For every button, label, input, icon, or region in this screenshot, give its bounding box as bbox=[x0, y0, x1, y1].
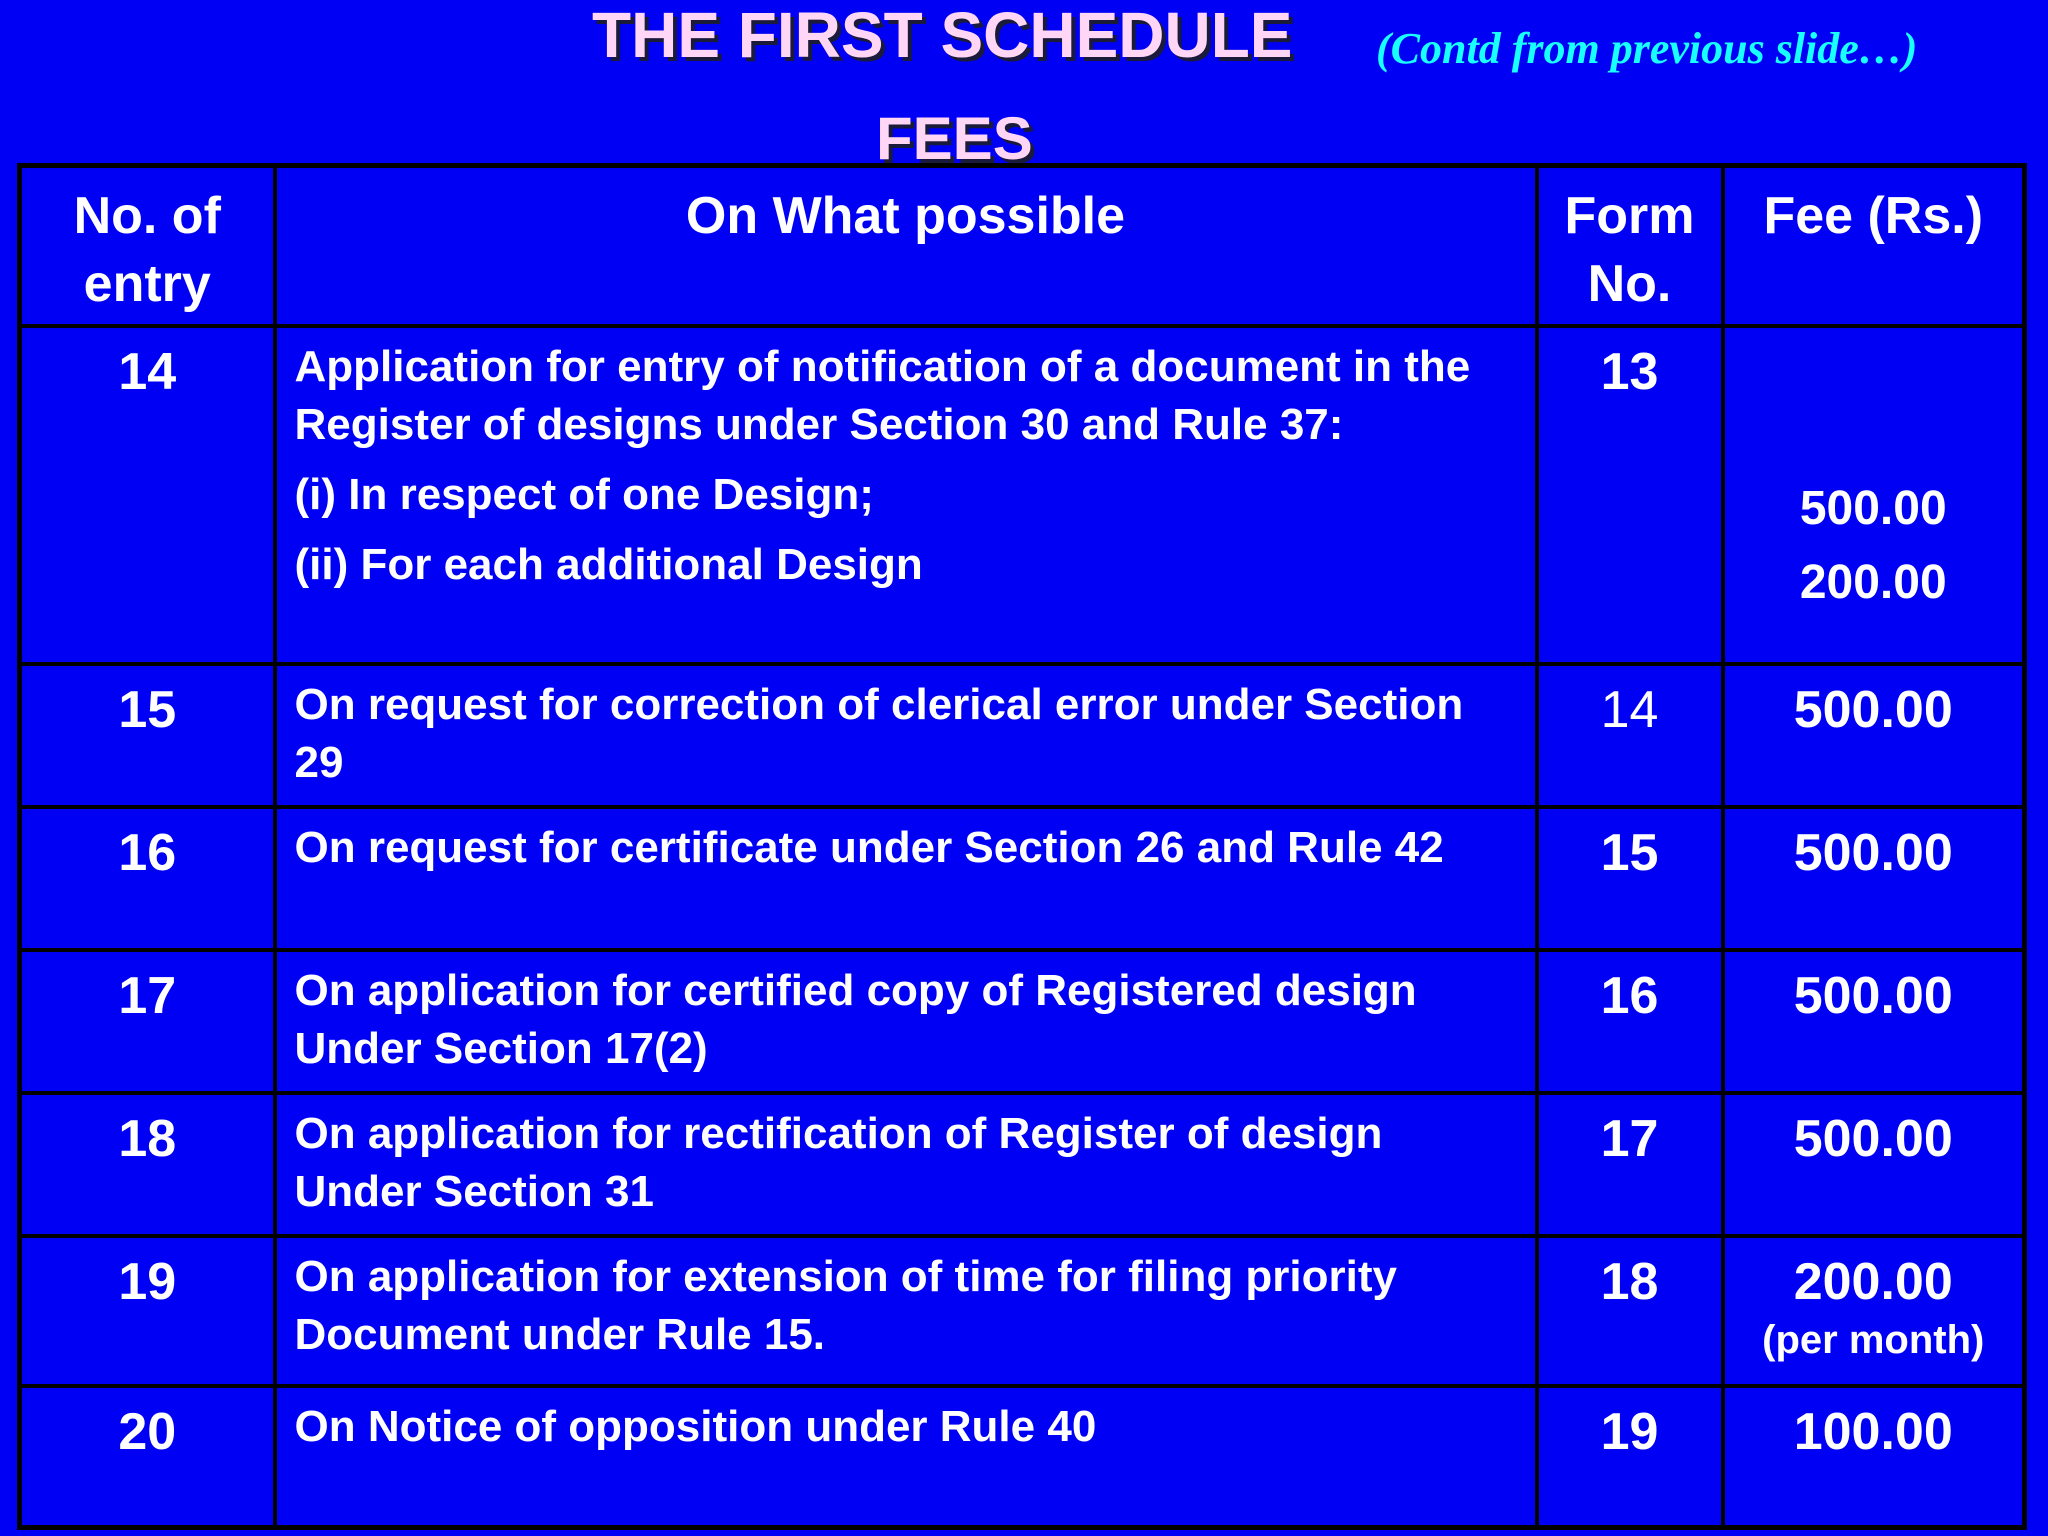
entry-description: On application for extension of time for filing priority Document under Rule 15. bbox=[275, 1236, 1537, 1386]
fee-value: 200.00 bbox=[1793, 1252, 1953, 1311]
fee-amount-additional-design: 200.00 bbox=[1799, 555, 1947, 609]
form-number: 17 bbox=[1537, 1093, 1723, 1236]
entry-description: On request for correction of clerical error under Section 29 bbox=[275, 664, 1537, 807]
slide-title: THE FIRST SCHEDULE bbox=[592, 0, 1293, 71]
form-number: 13 bbox=[1537, 326, 1723, 664]
fee-amount bbox=[1723, 326, 2025, 664]
fee-amount-one-design: 500.00 bbox=[1799, 481, 1947, 535]
fee-amount bbox=[1723, 1236, 2025, 1386]
entry-number: 17 bbox=[20, 950, 275, 1093]
table-row bbox=[20, 807, 2025, 950]
form-number: 16 bbox=[1537, 950, 1723, 1093]
sub-item: (i) In respect of one Design; bbox=[294, 469, 874, 519]
fee-amount: 100.00 bbox=[1723, 1386, 2025, 1528]
entry-description bbox=[275, 326, 1537, 664]
slide-subtitle: FEES bbox=[876, 105, 1033, 172]
entry-number: 19 bbox=[20, 1236, 275, 1386]
entry-number: 20 bbox=[20, 1386, 275, 1528]
entry-number: 16 bbox=[20, 807, 275, 950]
entry-description: On Notice of opposition under Rule 40 bbox=[275, 1386, 1537, 1528]
form-number: 19 bbox=[1537, 1386, 1723, 1528]
entry-description: On application for rectification of Register of design Under Section 31 bbox=[275, 1093, 1537, 1236]
fee-amount: 500.00 bbox=[1723, 1093, 2025, 1236]
fee-amount: 500.00 bbox=[1723, 664, 2025, 807]
entry-number: 15 bbox=[20, 664, 275, 807]
fee-amount: 500.00 bbox=[1723, 950, 2025, 1093]
entry-description: On application for certified copy of Registered design Under Section 17(2) bbox=[275, 950, 1537, 1093]
column-header-form: Form No. bbox=[1537, 166, 1723, 326]
table-header-row bbox=[20, 166, 2025, 326]
description-text: Application for entry of notification of a document in the Register of designs under Section 30 and Rule 37: bbox=[294, 341, 1471, 449]
form-number: 14 bbox=[1537, 664, 1723, 807]
fees-table bbox=[17, 163, 2027, 1530]
column-header-entry: No. of entry bbox=[20, 166, 275, 326]
table-row bbox=[20, 1386, 2025, 1528]
entry-description: On request for certificate under Section 26 and Rule 42 bbox=[275, 807, 1537, 950]
continuation-note: (Contd from previous slide…) bbox=[1376, 24, 1918, 73]
column-header-description: On What possible bbox=[275, 166, 1537, 326]
table-row bbox=[20, 1236, 2025, 1386]
column-header-fee: Fee (Rs.) bbox=[1723, 166, 2025, 326]
table-row bbox=[20, 1093, 2025, 1236]
table-row bbox=[20, 326, 2025, 664]
fee-amount: 500.00 bbox=[1723, 807, 2025, 950]
entry-number: 18 bbox=[20, 1093, 275, 1236]
table-row bbox=[20, 664, 2025, 807]
fee-note: (per month) bbox=[1762, 1317, 1985, 1362]
sub-item: (ii) For each additional Design bbox=[294, 539, 923, 589]
table-row bbox=[20, 950, 2025, 1093]
form-number: 15 bbox=[1537, 807, 1723, 950]
form-number: 18 bbox=[1537, 1236, 1723, 1386]
entry-number: 14 bbox=[20, 326, 275, 664]
